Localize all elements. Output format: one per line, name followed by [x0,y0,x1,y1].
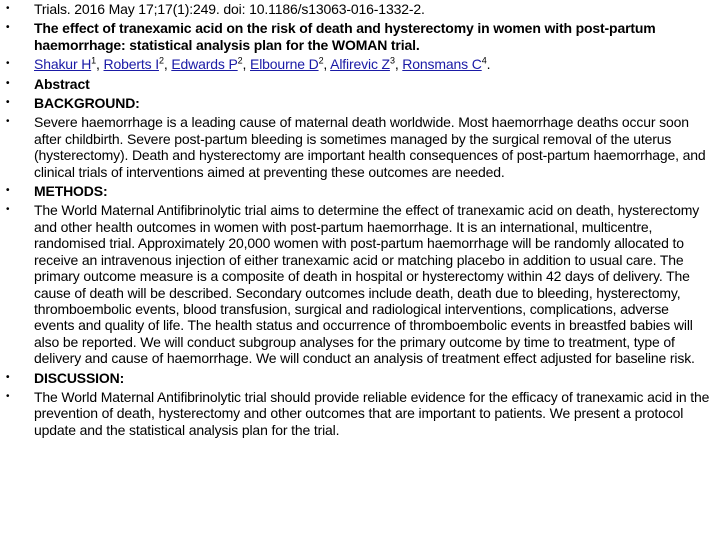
author-list [34,56,490,72]
list-item-methods-heading [0,183,712,199]
bullet-icon: • [6,3,10,14]
author-separator: , [394,56,403,73]
author-link[interactable]: Roberts I [103,56,159,73]
list-item-methods-text [0,202,712,366]
bullet-icon: • [6,22,10,34]
bullet-icon: • [6,185,10,197]
bullet-icon: • [6,116,10,128]
author-affiliation: 3 [389,55,395,66]
bullet-icon: • [6,371,10,383]
author-separator: , [163,56,172,73]
bullet-icon: • [6,204,10,216]
author-separator: , [323,56,331,73]
list-item-background-heading [0,95,712,111]
author-affiliation: 2 [237,55,243,66]
citation-text: Trials. 2016 May 17;17(1):249. doi: 10.1186/s13063-016-1332-2. [34,1,425,17]
list-item-discussion-text [0,389,712,438]
bullet-icon: • [6,97,10,109]
list-item-title [0,20,712,53]
list-item-authors [0,56,712,72]
methods-heading: METHODS: [34,183,108,200]
author-link[interactable]: Ronsmans C [402,56,482,73]
background-text: Severe haemorrhage is a leading cause of maternal death worldwide. Most haemorrhage deaths occur soon after childbirth. Severe post-partum bleeding is sometimes managed by the surgical removal of the uterus (hysterectomy). Death and hysterectomy are important health consequences of post-partum haemorrhage, and clinical trials of interventions aimed at preventing these outcomes are needed. [34,114,706,180]
author-link[interactable]: Edwards P [171,56,238,73]
author-affiliation: 2 [318,55,324,66]
author-link[interactable]: Alfirevic Z [330,56,390,73]
list-item-citation [0,1,712,17]
author-link[interactable]: Elbourne D [250,56,319,73]
bullet-icon: • [6,58,10,70]
author-separator: , [242,56,251,73]
list-item-background-text [0,114,712,180]
author-link[interactable]: Shakur H [34,56,92,73]
bullet-icon: • [6,390,10,402]
author-affiliation: 2 [158,55,164,66]
author-separator: , [96,56,104,73]
abstract-heading: Abstract [34,75,90,92]
bullet-icon: • [6,77,10,89]
discussion-heading: DISCUSSION: [34,369,125,386]
list-item-abstract-heading [0,76,712,92]
discussion-text: The World Maternal Antifibrinolytic trial should provide reliable evidence for the efficacy of tranexamic acid in the prevention of death, hysterectomy and other outcomes that are important to patients. We present a protocol update and the statistical analysis plan for the trial. [34,388,710,438]
background-heading: BACKGROUND: [34,95,140,112]
article-title: The effect of tranexamic acid on the risk of death and hysterectomy in women with post-partum haemorrhage: statistical analysis plan for the WOMAN trial. [34,20,656,53]
list-item-discussion-heading [0,370,712,386]
author-affiliation: 4 [481,55,487,66]
author-separator: . [486,56,491,73]
bullet-list [0,1,712,441]
author-affiliation: 1 [91,55,97,66]
methods-text: The World Maternal Antifibrinolytic trial aims to determine the effect of tranexamic acid on death, hysterectomy and other health outcomes in women with post-partum haemorrhage. It is an international, multicentre, randomised trial. Approximately 20,000 women with post-partum haemorrhage will be randomly allocated to receive an intravenous injection of either tranexamic acid or matching placebo in addition to usual care. The primary outcome measure is a composite of death in hospital or hysterectomy within 42 days of delivery. The cause of death will be described. Secondary outcomes include death, death due to bleeding, hysterectomy, thromboembolic events, blood transfusion, surgical and radiological interventions, complications, adverse events and quality of life. The health status and occurrence of thromboembolic events in breastfed babies will also be reported. We will conduct subgroup analyses for the primary outcome by time to treatment, type of delivery and cause of haemorrhage. We will conduct an analysis of treatment effect adjusted for baseline risk. [34,202,700,367]
